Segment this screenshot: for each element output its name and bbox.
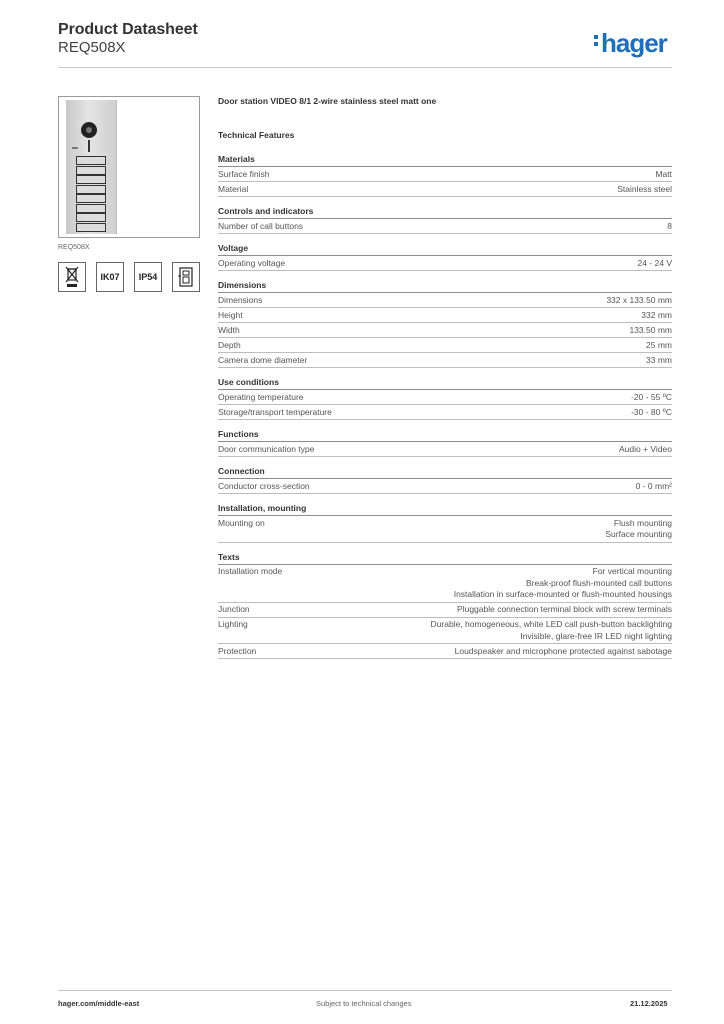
- spec-row: [218, 405, 672, 420]
- spec-section: [218, 551, 672, 660]
- spec-value-line: Break-proof flush-mounted call buttons: [526, 577, 672, 588]
- spec-value-line: Surface mounting: [605, 529, 672, 539]
- spec-value-line: For vertical mounting: [592, 566, 672, 576]
- spec-label: Operating temperature: [218, 391, 304, 402]
- spec-label: Mounting on: [218, 517, 265, 528]
- spec-value-line: Invisible, glare-free IR LED night lighting: [520, 630, 672, 641]
- spec-label: Installation mode: [218, 566, 283, 576]
- spec-section-title: Use conditions: [218, 376, 672, 390]
- speaker-slot: [88, 140, 90, 152]
- spec-section: [218, 205, 672, 234]
- spec-value: [455, 646, 672, 658]
- spec-row: [218, 618, 672, 645]
- spec-value: [655, 169, 672, 181]
- spec-section: [218, 242, 672, 271]
- spec-label: Material: [218, 183, 249, 194]
- footer-website: hager.com/middle-east: [58, 999, 140, 1008]
- spec-value: [641, 310, 672, 322]
- spec-row: [218, 219, 672, 234]
- hager-logo: [594, 28, 667, 59]
- call-button-illustration: [76, 213, 106, 222]
- call-button-illustration: [76, 204, 106, 213]
- footer-notice: Subject to technical changes: [316, 999, 412, 1008]
- spec-value: [629, 325, 672, 337]
- spec-row: [218, 167, 672, 182]
- spec-label: Width: [218, 324, 240, 335]
- spec-row: [218, 293, 672, 308]
- call-button-illustration: [76, 194, 106, 203]
- spec-value-line: 133.50 mm: [629, 324, 672, 335]
- spec-value-line: -30 - 80 ºC: [631, 406, 672, 417]
- spec-value: [431, 619, 672, 642]
- spec-row: [218, 308, 672, 323]
- spec-value-line: Loudspeaker and microphone protected against sabotage: [454, 645, 672, 656]
- spec-value-line: -20 - 55 ºC: [631, 391, 672, 402]
- spec-section: [218, 428, 672, 457]
- spec-section-title: Functions: [218, 428, 672, 442]
- spec-row: [218, 479, 672, 494]
- spec-value: [617, 184, 672, 196]
- spec-value-line: 24 - 24 V: [637, 257, 672, 268]
- spec-section: [218, 465, 672, 494]
- spec-section-title: Controls and indicators: [218, 205, 672, 219]
- camera-dome-icon: [81, 122, 97, 138]
- spec-label: Camera dome diameter: [218, 354, 308, 365]
- spec-section-title: Voltage: [218, 242, 672, 256]
- spec-value: [619, 444, 672, 456]
- spec-value: [631, 392, 672, 404]
- call-button-illustration: [76, 166, 106, 175]
- spec-label: Conductor cross-section: [218, 480, 310, 491]
- spec-value-line: 8: [667, 220, 672, 231]
- spec-section-title: Materials: [218, 153, 672, 167]
- spec-label: Protection: [218, 645, 257, 656]
- page-title: Product Datasheet: [58, 21, 198, 38]
- ip54-badge: IP54: [134, 262, 162, 292]
- spec-value-line: 25 mm: [646, 339, 672, 350]
- spec-row: [218, 442, 672, 457]
- spec-label: Junction: [218, 604, 250, 614]
- spec-row: [218, 338, 672, 353]
- spec-section-title: Installation, mounting: [218, 502, 672, 516]
- spec-value-line: Audio + Video: [618, 443, 672, 454]
- spec-value-line: Pluggable connection terminal block with screw terminals: [457, 604, 672, 614]
- spec-label: Operating voltage: [218, 257, 286, 268]
- specifications-table: [218, 153, 672, 667]
- flush-surface-mount-icon: [172, 262, 200, 292]
- call-button-illustration: [76, 175, 106, 184]
- spec-label: Surface finish: [218, 168, 270, 179]
- spec-label: Height: [218, 309, 243, 320]
- spec-value-line: 33 mm: [646, 354, 672, 365]
- spec-row: [218, 390, 672, 405]
- spec-value: [636, 481, 672, 493]
- spec-value-line: Flush mounting: [613, 517, 672, 528]
- spec-value-line: Durable, homogeneous, white LED call push-button backlighting: [430, 619, 672, 629]
- ik07-badge: IK07: [96, 262, 124, 292]
- logo-text: hager: [601, 28, 667, 58]
- spec-section: [218, 279, 672, 368]
- spec-label: Depth: [218, 339, 241, 350]
- spec-section-title: Dimensions: [218, 279, 672, 293]
- spec-row: [218, 516, 672, 543]
- spec-row: [218, 256, 672, 271]
- product-reference: REQ508X: [58, 39, 126, 56]
- spec-value: [646, 340, 672, 352]
- footer-divider: [58, 990, 672, 991]
- product-description: Door station VIDEO 8/1 2-wire stainless steel matt one: [218, 96, 437, 106]
- spec-section-title: Texts: [218, 551, 672, 565]
- spec-value: [606, 295, 672, 307]
- spec-value: [638, 258, 673, 270]
- spec-value-line: 332 x 133.50 mm: [606, 294, 672, 305]
- spec-value-line: Installation in surface-mounted or flush-mounted housings: [453, 589, 672, 599]
- spec-value-line: Matt: [655, 168, 672, 179]
- spec-label: Door communication type: [218, 443, 315, 454]
- spec-row: [218, 565, 672, 603]
- weee-bin-icon: [58, 262, 86, 292]
- call-button-illustration: [76, 185, 106, 194]
- technical-features-heading: Technical Features: [218, 130, 295, 140]
- spec-section: [218, 502, 672, 543]
- spec-value: [454, 566, 672, 601]
- spec-value: [646, 355, 672, 367]
- call-button-illustration: [76, 223, 106, 232]
- spec-label: Storage/transport temperature: [218, 406, 332, 417]
- spec-value: [457, 604, 672, 616]
- spec-row: [218, 353, 672, 368]
- header-divider: [58, 67, 672, 68]
- spec-value: [605, 518, 672, 541]
- spec-value: [631, 407, 672, 419]
- call-button-illustration: [76, 156, 106, 165]
- spec-section: [218, 153, 672, 197]
- spec-row: [218, 603, 672, 618]
- spec-row: [218, 644, 672, 659]
- spec-row: [218, 182, 672, 197]
- spec-value-line: 332 mm: [641, 309, 672, 320]
- spec-section-title: Connection: [218, 465, 672, 479]
- spec-section: [218, 376, 672, 420]
- spec-value: [667, 221, 672, 233]
- footer-date: 21.12.2025: [630, 999, 668, 1008]
- product-image-caption: REQ508X: [58, 244, 90, 251]
- plate-brand-mark: [72, 147, 78, 149]
- spec-value-line: 0 - 0 mm²: [635, 480, 672, 491]
- spec-label: Number of call buttons: [218, 220, 304, 231]
- spec-label: Dimensions: [218, 294, 263, 305]
- logo-dots-icon: [594, 35, 599, 49]
- spec-row: [218, 323, 672, 338]
- spec-value-line: Stainless steel: [617, 183, 672, 194]
- spec-label: Lighting: [218, 619, 248, 629]
